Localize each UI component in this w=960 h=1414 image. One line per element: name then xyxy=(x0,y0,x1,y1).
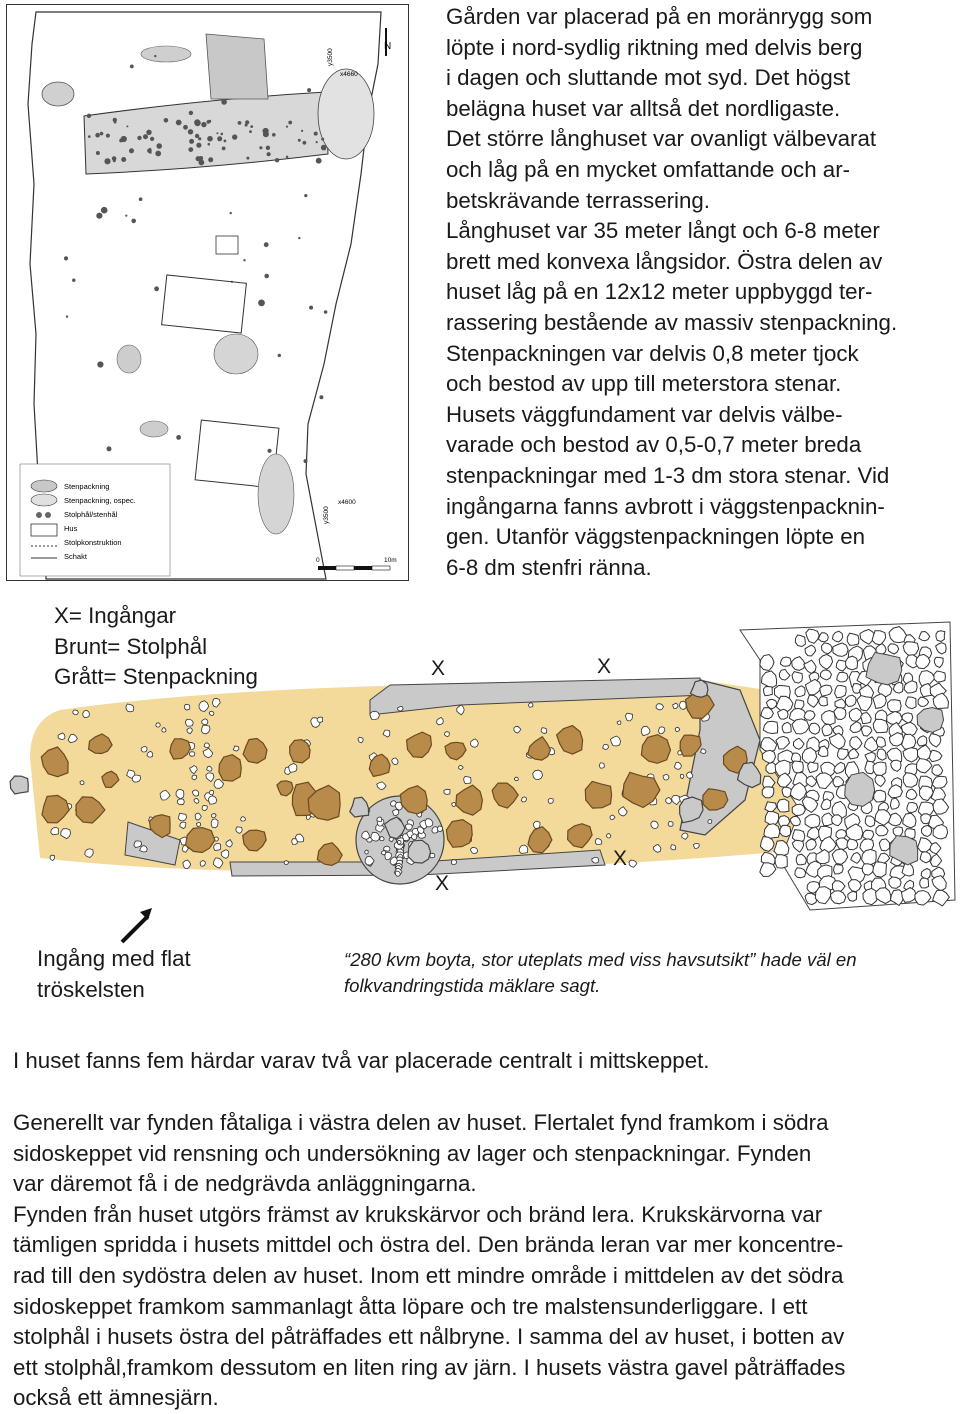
small-stone xyxy=(211,819,218,828)
terrace-stone xyxy=(888,700,902,712)
small-stone xyxy=(209,711,214,715)
terrace-stone xyxy=(808,762,818,773)
small-stone xyxy=(132,775,140,782)
terrace-stone xyxy=(907,803,918,813)
terrace-stone xyxy=(822,724,832,736)
map-key xyxy=(54,601,258,693)
site-posthole xyxy=(104,158,110,164)
site-posthole xyxy=(263,131,269,137)
small-stone xyxy=(680,774,684,778)
finds-line: Fynden från huset utgörs främst av krukskärvor och bränd lera. Krukskärvorna var xyxy=(13,1201,823,1227)
small-stone xyxy=(192,775,197,780)
intro-line: i dagen och sluttande mot syd. Det högst xyxy=(446,65,851,91)
legend-label: Stolpkonstruktion xyxy=(64,538,122,547)
small-stone xyxy=(603,745,609,750)
finds-line: stolphål i husets östra del påträffades ett nålbryne. I samma del av huset, i botten av xyxy=(13,1324,845,1350)
terrace-stone xyxy=(809,723,820,734)
terrace-stone xyxy=(873,762,886,776)
finds-line: rad till den sydöstra delen av huset. Inom ett mindre område i mittdelen av det södra xyxy=(13,1262,844,1288)
site-plan-map xyxy=(6,4,409,581)
intro-line: brett med konvexa långsidor. Östra delen av xyxy=(446,248,883,274)
intro-line: huset låg på en 12x12 meter uppbyggd ter- xyxy=(446,279,873,305)
scale-end: 10m xyxy=(384,557,397,564)
site-posthole xyxy=(243,259,245,261)
terrace-stone xyxy=(920,878,929,888)
small-stone xyxy=(204,743,209,748)
entrance-caption-line: tröskelsten xyxy=(37,976,145,1002)
site-posthole xyxy=(221,99,227,105)
site-posthole xyxy=(216,132,218,134)
site-posthole xyxy=(196,156,201,161)
site-posthole xyxy=(288,121,292,125)
site-posthole xyxy=(95,133,100,138)
small-stone xyxy=(600,763,605,768)
terrace-stone xyxy=(915,891,931,906)
terrace-stone xyxy=(846,695,857,706)
site-posthole xyxy=(298,237,300,239)
site-posthole xyxy=(246,157,249,160)
small-stone xyxy=(365,850,368,854)
terrace-stone xyxy=(877,749,886,760)
small-stone xyxy=(451,860,456,865)
grey-stone xyxy=(408,840,431,863)
legend-label: Stenpackning, ospec. xyxy=(64,496,136,505)
site-posthole xyxy=(107,446,112,451)
terrace-stone xyxy=(795,635,805,647)
site-posthole xyxy=(176,435,181,440)
site-posthole xyxy=(72,279,75,282)
small-stone xyxy=(202,725,210,734)
site-posthole xyxy=(176,120,182,126)
site-posthole xyxy=(96,213,102,219)
small-stone xyxy=(675,727,680,731)
terrace-stone xyxy=(792,804,805,815)
finds-line: Generellt var fynden fåtaliga i västra delen av huset. Flertalet fynd framkom i södra xyxy=(13,1110,829,1135)
terrace-stone xyxy=(890,798,899,809)
key-line: Grått= Stenpackning xyxy=(54,664,258,689)
small-stone xyxy=(671,845,676,850)
small-stone xyxy=(617,721,621,725)
terrace-stone xyxy=(889,877,901,888)
site-posthole xyxy=(194,119,200,125)
small-stone xyxy=(284,861,288,865)
terrace-stone xyxy=(806,839,816,850)
small-stone xyxy=(317,717,322,722)
terrace-stone xyxy=(782,722,791,733)
site-posthole xyxy=(286,156,289,159)
small-stone xyxy=(625,713,632,721)
terrace-stone xyxy=(778,709,789,719)
site-posthole xyxy=(147,149,152,154)
site-posthole xyxy=(238,121,242,125)
site-posthole xyxy=(113,159,116,162)
site-posthole xyxy=(88,135,91,138)
site-posthole xyxy=(275,158,279,162)
site-posthole xyxy=(96,151,100,155)
intro-line: Stenpackningen var delvis 0,8 meter tjock xyxy=(446,340,859,366)
site-posthole xyxy=(221,133,224,136)
small-stone xyxy=(430,853,435,858)
site-posthole xyxy=(188,147,193,152)
site-posthole xyxy=(304,459,308,463)
small-stone xyxy=(708,820,712,824)
legend-label: Hus xyxy=(64,524,78,533)
terrace-stone xyxy=(847,839,858,850)
quote-line: “280 kvm boyta, stor uteplats med viss havsutsikt” hade väl en xyxy=(344,949,857,970)
terrace-stone xyxy=(760,863,776,877)
terrace-stone xyxy=(837,672,848,682)
legend-label: Stenpackning xyxy=(64,482,110,491)
terrace-stone xyxy=(834,865,844,875)
site-posthole xyxy=(207,120,211,124)
site-posthole xyxy=(319,395,323,399)
small-stone xyxy=(162,728,166,733)
intro-line: Långhuset var 35 meter långt och 6-8 meter xyxy=(446,218,880,244)
scale-start: 0 xyxy=(316,557,320,564)
small-stone xyxy=(176,789,184,798)
site-posthole xyxy=(303,141,307,145)
site-posthole xyxy=(87,114,91,118)
key-line: X= Ingångar xyxy=(54,603,177,628)
site-posthole xyxy=(316,141,318,143)
site-posthole xyxy=(97,361,103,367)
terrace-stone xyxy=(934,671,946,682)
key-line: Brunt= Stolphål xyxy=(54,633,208,659)
small-stone xyxy=(610,815,615,819)
small-stone xyxy=(236,827,242,834)
intro-line: rassering bestående av massiv stenpackning. xyxy=(446,309,898,335)
small-stone xyxy=(529,703,533,708)
site-posthole xyxy=(114,121,117,124)
intro-line: gen. Utanför väggstenpackningen löpte en xyxy=(446,524,865,550)
terrace-stone xyxy=(775,855,787,869)
site-posthole xyxy=(272,133,276,137)
intro-line: Gården var placerad på en moränrygg som xyxy=(446,4,873,29)
site-posthole xyxy=(189,111,193,115)
terrace-stone xyxy=(820,685,832,696)
site-posthole xyxy=(232,134,237,139)
site-posthole xyxy=(258,300,265,307)
small-stone xyxy=(370,711,379,719)
finds-line: tämligen spridda i husets mittdel och östra del. Den brända leran var mer koncentre- xyxy=(13,1232,844,1258)
terrace-stone xyxy=(835,686,847,698)
terrace-stone xyxy=(792,761,803,773)
coord-bottom-x: x4600 xyxy=(338,499,356,506)
terrace-stone xyxy=(906,697,917,709)
small-stone xyxy=(209,790,214,795)
site-posthole xyxy=(267,449,271,453)
small-stone xyxy=(437,826,442,832)
site-posthole xyxy=(146,130,151,135)
site-posthole xyxy=(121,157,126,162)
grey-stone xyxy=(10,776,28,794)
small-stone xyxy=(80,781,84,785)
entrance-arrow xyxy=(122,916,148,942)
terrace-stone xyxy=(877,737,886,747)
site-posthole xyxy=(131,219,136,224)
site-posthole xyxy=(195,134,199,138)
small-stone xyxy=(459,766,464,770)
small-stone xyxy=(668,822,673,827)
small-stone xyxy=(548,799,553,804)
site-posthole xyxy=(125,215,127,217)
small-stone xyxy=(515,777,519,781)
small-stone xyxy=(425,819,433,827)
site-posthole xyxy=(259,146,262,149)
small-stone xyxy=(541,728,547,734)
terrace-stone xyxy=(805,814,820,828)
entrance-caption-line: Ingång med flat xyxy=(37,946,191,971)
small-stone xyxy=(184,704,190,710)
site-posthole xyxy=(154,286,159,291)
site-posthole xyxy=(316,158,322,164)
terrace-stone xyxy=(795,868,806,878)
site-posthole xyxy=(307,88,311,92)
site-posthole xyxy=(129,148,134,153)
terrace-stone xyxy=(764,687,773,696)
site-legend xyxy=(20,464,170,576)
small-stone xyxy=(674,762,681,769)
terrace-stone xyxy=(865,816,875,827)
intro-line: ingångarna fanns avbrott i väggstenpacknin- xyxy=(446,493,885,519)
small-stone xyxy=(680,701,686,709)
entrance-marker-3: X xyxy=(435,872,450,895)
finds-line: ett stolphål,framkom dessutom en liten ring av järn. I husets västra gavel påträffades xyxy=(13,1354,846,1380)
north-label: N xyxy=(384,41,392,52)
site-posthole xyxy=(314,132,318,136)
site-posthole xyxy=(137,136,141,140)
site-posthole xyxy=(155,151,161,157)
site-posthole xyxy=(106,134,110,138)
site-posthole xyxy=(208,157,213,162)
site-posthole xyxy=(245,124,248,127)
terrace-stone xyxy=(902,734,916,749)
site-posthole xyxy=(324,310,328,314)
entrance-marker-4: X xyxy=(613,847,628,870)
site-posthole xyxy=(126,125,128,127)
small-stone xyxy=(398,840,402,844)
coord-bottom-y: y3500 xyxy=(323,506,330,524)
site-posthole xyxy=(301,130,303,132)
site-posthole xyxy=(66,315,68,317)
entrance-marker-1: X xyxy=(431,657,446,680)
small-stone xyxy=(197,822,201,826)
site-posthole xyxy=(208,143,211,146)
site-posthole xyxy=(266,146,270,150)
finds-line: var däremot få i de nedgrävda anläggningarna. xyxy=(13,1171,477,1197)
site-posthole xyxy=(64,256,68,260)
finds-line: sidoskeppet framkom sammanlagt åtta löpare och tre malstensunderliggare. I ett xyxy=(13,1293,808,1319)
small-stone xyxy=(141,747,147,753)
small-stone xyxy=(212,814,217,818)
small-stone xyxy=(393,809,399,815)
posthole xyxy=(703,789,728,810)
small-stone xyxy=(432,827,438,833)
terrace-stone xyxy=(847,633,859,645)
small-stone xyxy=(444,789,450,794)
terrace-stone xyxy=(762,787,774,798)
small-stone xyxy=(592,857,599,863)
small-stone xyxy=(202,719,208,725)
posthole xyxy=(585,781,611,808)
site-posthole xyxy=(286,126,288,128)
site-posthole xyxy=(222,147,226,151)
intro-line: och bestod av upp till meterstora stenar. xyxy=(446,371,842,397)
small-stone xyxy=(209,796,217,804)
small-stone xyxy=(533,821,540,828)
terrace-stone xyxy=(920,852,931,863)
legend-label: Stolphål/stenhål xyxy=(64,510,118,519)
terrace-stone xyxy=(873,719,888,732)
entrance-marker-2: X xyxy=(597,655,612,678)
terrace-stone xyxy=(819,697,828,706)
small-stone xyxy=(380,837,385,841)
intro-paragraph xyxy=(446,2,951,583)
intro-line: varade och bestod av 0,5-0,7 meter breda xyxy=(446,432,862,458)
small-stone xyxy=(607,834,611,839)
site-posthole xyxy=(224,140,227,143)
site-posthole xyxy=(188,129,193,134)
small-stone xyxy=(233,746,239,751)
terrace-stone xyxy=(848,891,857,901)
site-posthole xyxy=(130,65,134,69)
site-posthole xyxy=(100,132,104,136)
small-stone xyxy=(214,843,221,850)
intro-line: belägna huset var alltså det nordligaste. xyxy=(446,95,841,121)
terrace-stone xyxy=(846,656,858,670)
intro-line: stenpackningar med 1-3 dm stora stenar. Vid xyxy=(446,462,890,488)
small-stone xyxy=(186,719,194,726)
site-posthole xyxy=(156,143,162,149)
entrance-caption xyxy=(37,944,191,1005)
small-stone xyxy=(190,752,195,756)
site-posthole xyxy=(139,197,143,201)
site-posthole xyxy=(304,194,307,197)
small-stone xyxy=(83,710,90,717)
site-posthole xyxy=(267,152,271,156)
small-stone xyxy=(595,839,602,845)
site-posthole xyxy=(217,136,222,141)
site-posthole xyxy=(230,212,232,214)
small-stone xyxy=(134,841,142,848)
finds-line: också ett ämnesjärn. xyxy=(13,1385,219,1411)
intro-line: löpte i nord-sydlig riktning med delvis berg xyxy=(446,34,863,60)
small-stone xyxy=(126,704,134,712)
site-posthole xyxy=(321,138,324,141)
intro-line: Husets väggfundament var delvis välbe- xyxy=(446,401,843,427)
realtor-quote xyxy=(344,947,954,999)
terrace-stone xyxy=(876,826,888,836)
site-posthole xyxy=(298,139,301,142)
site-posthole xyxy=(323,147,326,150)
site-posthole xyxy=(309,306,313,310)
small-stone xyxy=(200,861,205,867)
site-posthole xyxy=(189,139,194,144)
site-posthole xyxy=(150,137,154,141)
small-stone xyxy=(50,855,54,860)
intro-line: 6-8 dm stenfri ränna. xyxy=(446,554,652,580)
site-posthole xyxy=(183,125,188,130)
posthole xyxy=(290,740,310,763)
small-stone xyxy=(452,802,456,806)
site-posthole xyxy=(264,242,269,247)
small-stone xyxy=(656,704,663,710)
small-stone xyxy=(651,821,658,829)
intro-line: Det större långhuset var ovanligt välbevarat xyxy=(446,126,877,152)
terrace-stone xyxy=(936,631,945,642)
site-posthole xyxy=(154,55,156,57)
small-stone xyxy=(241,817,246,821)
site-posthole xyxy=(201,122,206,127)
small-stone xyxy=(156,723,160,727)
small-stone xyxy=(73,710,78,715)
site-posthole xyxy=(164,118,169,123)
small-stone xyxy=(371,832,380,841)
site-posthole xyxy=(198,137,201,140)
finds-paragraph xyxy=(13,1108,958,1414)
site-posthole xyxy=(250,125,253,128)
legend-label: Schakt xyxy=(64,552,87,561)
small-stone xyxy=(202,805,207,810)
site-posthole xyxy=(143,134,148,139)
terrace-stone xyxy=(822,711,835,725)
coord-top-y: y3500 xyxy=(327,48,334,66)
small-stone xyxy=(398,706,403,711)
small-stone xyxy=(663,774,669,780)
site-posthole xyxy=(119,139,123,143)
site-posthole xyxy=(101,207,108,214)
hearths-sentence: I huset fanns fem härdar varav två var placerade centralt i mittskeppet. xyxy=(13,1048,710,1073)
site-posthole xyxy=(207,136,213,142)
site-posthole xyxy=(249,130,252,133)
site-posthole xyxy=(264,274,269,279)
intro-line: och låg på en mycket omfattande och ar- xyxy=(446,156,851,182)
small-stone xyxy=(464,776,471,783)
intro-line: betskrävande terrassering. xyxy=(446,187,710,213)
terrace-stone xyxy=(873,862,887,877)
finds-line: sidoskeppet vid rensning och undersökning av lager och stenpackningar. Fynden xyxy=(13,1140,812,1166)
coord-top-x: x4660 xyxy=(340,71,358,78)
small-stone xyxy=(395,871,400,876)
terrace-stone xyxy=(780,825,791,836)
posthole xyxy=(219,755,241,781)
terrace-stone xyxy=(777,799,789,812)
terrace-stone xyxy=(922,825,932,836)
small-stone xyxy=(384,846,390,851)
terrace-stone xyxy=(874,790,886,802)
small-stone xyxy=(179,813,187,821)
site-posthole xyxy=(196,143,201,148)
small-stone xyxy=(693,843,699,848)
grey-stone xyxy=(845,772,875,806)
small-stone xyxy=(405,824,412,830)
quote-line: folkvandringstida mäklare sagt. xyxy=(344,975,601,996)
site-posthole xyxy=(278,354,281,357)
posthole xyxy=(446,820,472,848)
small-stone xyxy=(177,799,184,805)
small-stone xyxy=(533,770,543,780)
